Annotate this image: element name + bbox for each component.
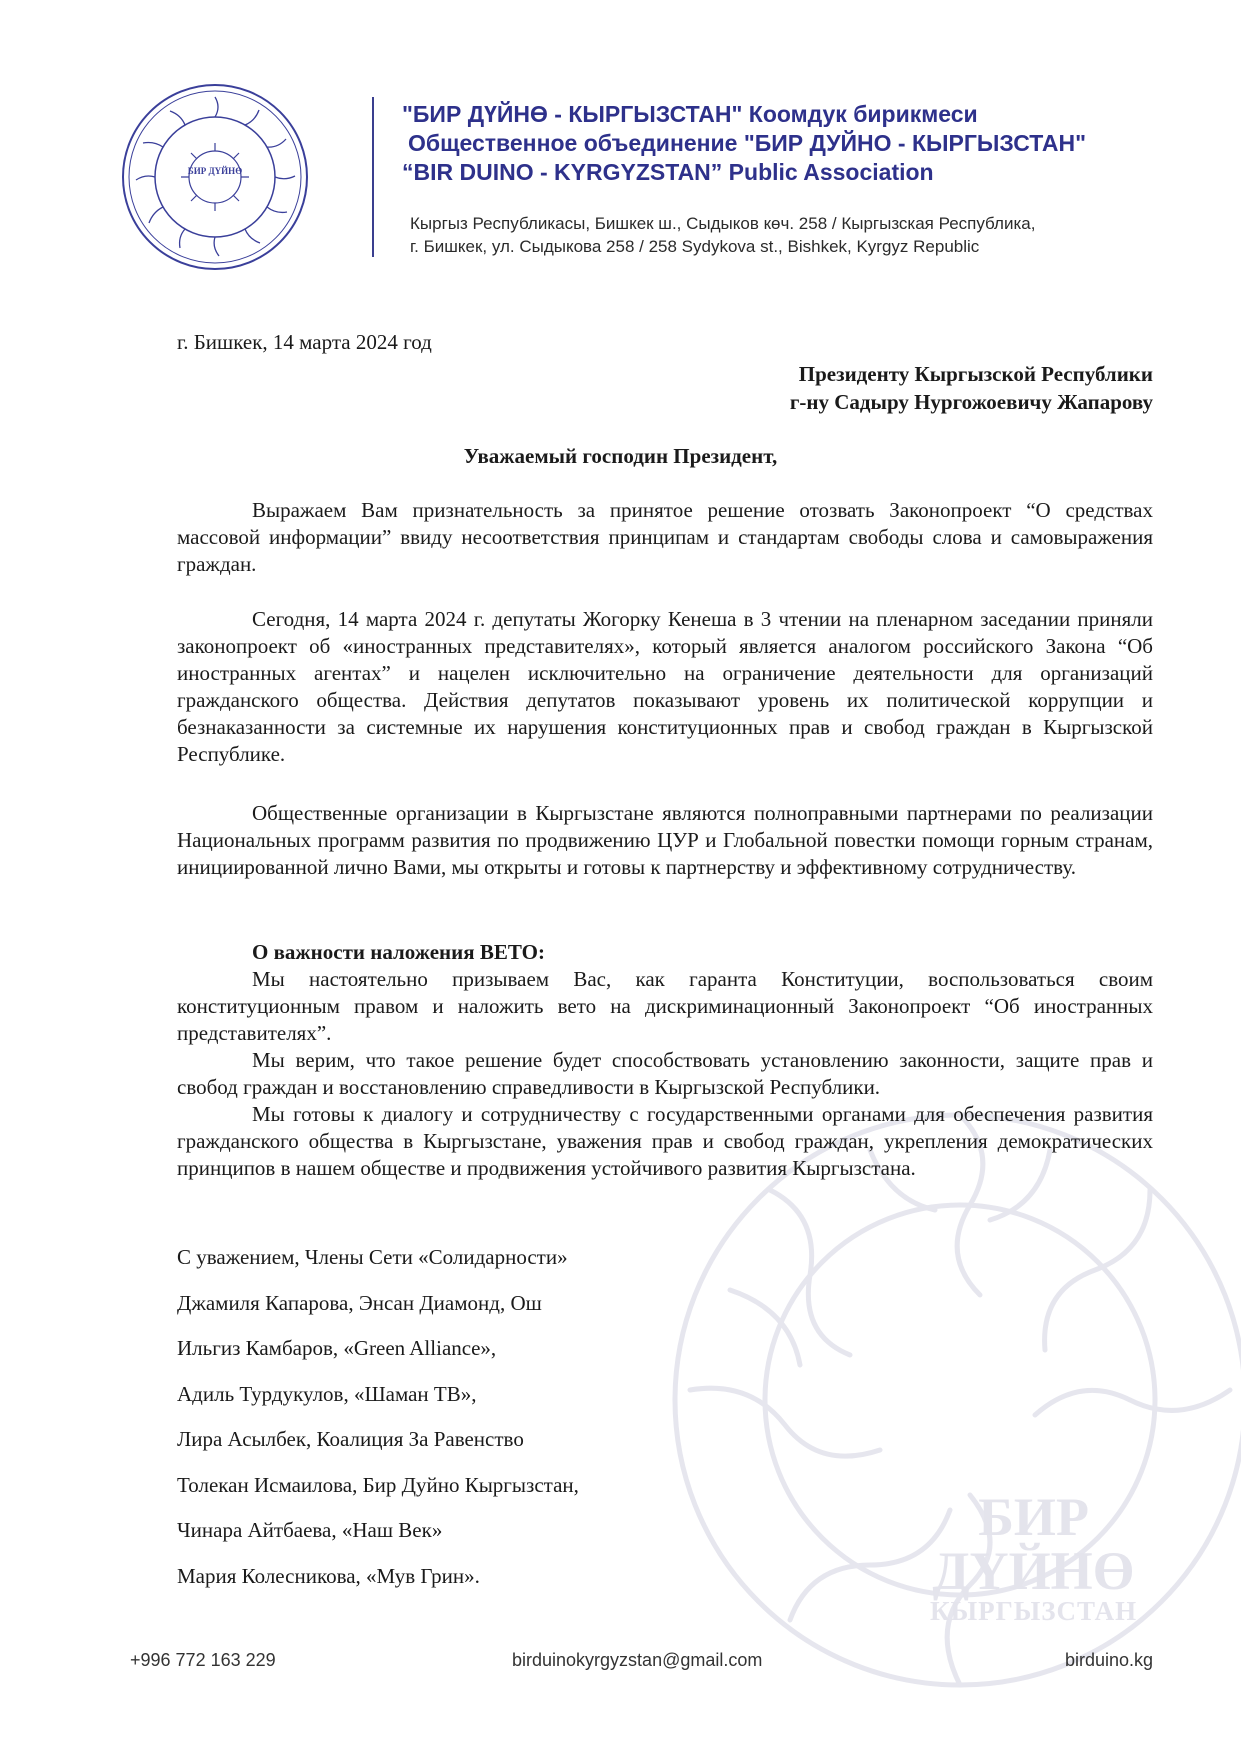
watermark-line-1: БИР (978, 1487, 1089, 1547)
paragraph-partnership (177, 800, 1153, 881)
place-and-date: г. Бишкек, 14 марта 2024 год (177, 330, 432, 354)
organization-address (410, 212, 1035, 258)
paragraph-text: Выражаем Вам признательность за принятое решение отозвать Законопроект “О средствах массовой информации” ввиду несоответствия принципам и стандартам свободы слова и самовыражения граждан. (177, 498, 1153, 576)
org-name-kyrgyz: "БИР ДҮЙНӨ - КЫРГЫЗСТАН" Коомдук бирикмеси (402, 101, 978, 127)
paragraph-text: Общественные организации в Кыргызстане являются полноправными партнерами по реализации Национальных программ развития по продвижению ЦУР и Глобальной повестки помощи горным странам, инициированной лично Вами, мы открыты и готовы к партнерству и эффективному сотрудничеству. (177, 801, 1153, 879)
addressee (790, 360, 1153, 416)
salutation: Уважаемый господин Президент, (463, 444, 778, 468)
signatory: Джамиля Капарова, Энсан Диамонд, Ош (177, 1290, 542, 1315)
paragraph-law-adoption (177, 606, 1153, 768)
signatory: Ильгиз Камбаров, «Green Alliance», (177, 1336, 497, 1360)
paragraph-gratitude (177, 497, 1153, 578)
veto-heading: О важности наложения ВЕТО: (252, 940, 545, 964)
signatory: Чинара Айтбаева, «Наш Век» (177, 1518, 443, 1542)
header-divider (372, 97, 374, 257)
signatory: Адиль Турдукулов, «Шаман ТВ», (177, 1381, 477, 1406)
footer-website[interactable]: birduino.kg (1064, 1650, 1153, 1670)
footer-email[interactable]: birduinokyrgyzstan@gmail.com (512, 1650, 763, 1670)
watermark-line-2: ДҮЙНӨ (932, 1541, 1135, 1601)
signatory: Лира Асылбек, Коалиция За Равенство (177, 1427, 524, 1451)
signature-block (177, 1244, 579, 1608)
footer-phone: +996 772 163 229 (130, 1650, 276, 1670)
veto-paragraph: Мы готовы к диалогу и сотрудничеству с государственными органами для обеспечения развития гражданского общества в Кыргызстане, уважения прав и свобод граждан, укрепления демократических принципов в нашем обществе и продвижения устойчивого развития Кыргызстана. (177, 1102, 1153, 1180)
organization-seal-icon (120, 82, 310, 272)
watermark-text (930, 1487, 1138, 1626)
signatory: Толекан Исмаилова, Бир Дуйно Кыргызстан, (177, 1472, 579, 1497)
veto-section (177, 939, 1153, 1182)
closing-line: С уважением, Члены Сети «Солидарности» (177, 1245, 568, 1269)
watermark-line-3: КЫРГЫЗСТАН (930, 1596, 1138, 1626)
paragraph-text: Сегодня, 14 марта 2024 г. депутаты Жогорку Кенеша в 3 чтении на пленарном заседании приняли законопроект об «иностранных представителях», который является аналогом российского Закона “Об иностранных агентах” и нацелен исключительно на ограничение деятельности для организаций гражданского общества. Действия депутатов показывают уровень их политической коррупции и безнаказанности за системные их нарушения конституционных прав и свобод граждан в Кыргызской Республике. (177, 607, 1153, 766)
veto-paragraph: Мы настоятельно призываем Вас, как гаранта Конституции, воспользоваться своим конституционным правом и наложить вето на дискриминационный Законопроект “Об иностранных представителях”. (177, 967, 1153, 1045)
org-name-english: “BIR DUINO - KYRGYZSTAN” Public Association (402, 159, 934, 185)
address-line-2: г. Бишкек, ул. Сыдыкова 258 / 258 Sydykova st., Bishkek, Kyrgyz Republic (410, 237, 980, 256)
address-line-1: Кыргыз Республикасы, Бишкек ш., Сыдыков көч. 258 / Кыргызская Республика, (410, 214, 1036, 233)
addressee-line-1: Президенту Кыргызской Республики (798, 362, 1153, 386)
svg-text:БИР ДҮЙНӨ: БИР ДҮЙНӨ (187, 166, 243, 176)
org-name-russian: Общественное объединение "БИР ДУЙНО - КЫРГЫЗСТАН" (408, 130, 1087, 156)
addressee-line-2: г-ну Садыру Нургожоевичу Жапарову (789, 390, 1153, 414)
veto-paragraph: Мы верим, что такое решение будет способствовать установлению законности, защите прав и свобод граждан и восстановлению справедливости в Кыргызской Республики. (177, 1048, 1153, 1099)
organization-names (402, 100, 1086, 187)
signatory: Мария Колесникова, «Мув Грин». (177, 1563, 480, 1588)
